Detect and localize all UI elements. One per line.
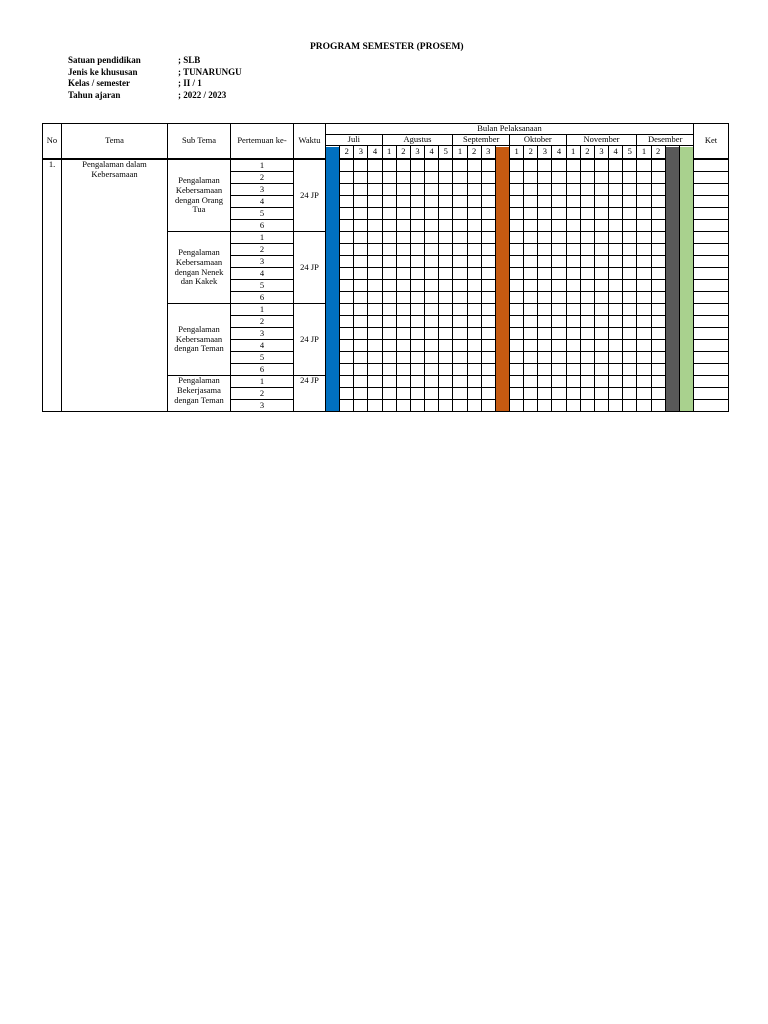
- header-month-oktober: Oktober: [509, 134, 567, 146]
- pertemuan-cell: 3: [230, 183, 294, 196]
- schedule-cell: [608, 399, 623, 412]
- header-tema: Tema: [61, 123, 168, 159]
- pertemuan-cell: 5: [230, 351, 294, 364]
- pertemuan-cell: 5: [230, 207, 294, 220]
- header-month-desember: Desember: [636, 134, 694, 146]
- pertemuan-cell: 3: [230, 327, 294, 340]
- schedule-cell: [481, 399, 496, 412]
- header-pertemuan: Pertemuan ke-: [230, 123, 294, 159]
- schedule-cell: [438, 399, 453, 412]
- pertemuan-cell: 5: [230, 279, 294, 292]
- schedule-cell: [537, 399, 552, 412]
- schedule-cell: [594, 399, 609, 412]
- waktu-cell: 24 JP: [293, 231, 326, 304]
- schedule-cell: [382, 399, 397, 412]
- pertemuan-cell: 2: [230, 243, 294, 256]
- sub-tema-cell: Pengalaman Kebersamaan dengan Orang Tua: [167, 159, 231, 232]
- schedule-cell: [353, 399, 368, 412]
- tema-cell: Pengalaman dalam Kebersamaan: [61, 159, 168, 412]
- ket-cell: [693, 399, 729, 412]
- waktu-cell: 24 JP: [293, 159, 326, 232]
- sub-tema-cell: Pengalaman Kebersamaan dengan Nenek dan Kakek: [167, 231, 231, 304]
- schedule-cell: [367, 399, 382, 412]
- sub-tema-cell: Pengalaman Bekerjasama dengan Teman: [167, 375, 231, 412]
- pertemuan-cell: 1: [230, 375, 294, 388]
- meta-label: Jenis ke khususan: [68, 66, 138, 77]
- pertemuan-cell: 2: [230, 387, 294, 400]
- pertemuan-cell: 2: [230, 315, 294, 328]
- schedule-cell: [580, 399, 595, 412]
- meta-value: ; 2022 / 2023: [178, 89, 227, 100]
- pertemuan-cell: 6: [230, 291, 294, 304]
- schedule-band-dark: [666, 147, 679, 411]
- schedule-cell: [551, 399, 566, 412]
- schedule-cell: [509, 399, 524, 412]
- schedule-cell: [452, 399, 467, 412]
- header-week: 3: [353, 145, 368, 159]
- schedule-cell: [410, 399, 425, 412]
- pertemuan-cell: 1: [230, 303, 294, 316]
- header-week: 2: [339, 145, 354, 159]
- header-week: 4: [551, 145, 566, 159]
- meta-value: ; SLB: [178, 55, 201, 65]
- table-page-1: [0, 0, 768, 420]
- header-week: 4: [608, 145, 623, 159]
- pertemuan-cell: 1: [230, 231, 294, 244]
- header-week: 3: [481, 145, 496, 159]
- header-week: 5: [622, 145, 637, 159]
- sub-tema-cell: Pengalaman Kebersamaan dengan Teman: [167, 303, 231, 376]
- schedule-cell: [636, 399, 651, 412]
- schedule-cell: [467, 399, 482, 412]
- header-week: 3: [594, 145, 609, 159]
- no-cell: 1.: [42, 159, 62, 412]
- header-no: No: [42, 123, 62, 159]
- header-week: 2: [467, 145, 482, 159]
- schedule-cell: [566, 399, 581, 412]
- waktu-cell: 24 JP: [293, 303, 326, 376]
- pertemuan-cell: 2: [230, 171, 294, 184]
- header-week: 3: [410, 145, 425, 159]
- header-waktu: Waktu: [293, 123, 326, 159]
- header-month-september: September: [452, 134, 510, 146]
- meta-label: Tahun ajaran: [68, 89, 121, 100]
- header-month-agustus: Agustus: [382, 134, 454, 146]
- header-week: 2: [580, 145, 595, 159]
- header-week: 2: [396, 145, 411, 159]
- schedule-cell: [651, 399, 666, 412]
- header-week: 1: [509, 145, 524, 159]
- meta-label: Satuan pendidikan: [68, 55, 141, 65]
- header-week: 4: [424, 145, 439, 159]
- page-title: PROGRAM SEMESTER (PROSEM): [310, 42, 464, 52]
- schedule-cell: [396, 399, 411, 412]
- header-month-juli: Juli: [325, 134, 383, 146]
- schedule-band-green: [680, 147, 693, 411]
- schedule-cell: [523, 399, 538, 412]
- header-week: 2: [651, 145, 666, 159]
- schedule-cell: [424, 399, 439, 412]
- header-bulan: Bulan Pelaksanaan: [325, 123, 694, 135]
- header-month-november: November: [566, 134, 638, 146]
- header-week: 3: [537, 145, 552, 159]
- header-week: 1: [452, 145, 467, 159]
- schedule-cell: [622, 399, 637, 412]
- header-week: 1: [382, 145, 397, 159]
- header-week: 1: [636, 145, 651, 159]
- pertemuan-cell: 3: [230, 255, 294, 268]
- pertemuan-cell: 4: [230, 195, 294, 208]
- meta-value: ; II / 1: [178, 78, 202, 88]
- pertemuan-cell: 3: [230, 399, 294, 412]
- meta-value: ; TUNARUNGU: [178, 66, 242, 77]
- pertemuan-cell: 1: [230, 159, 294, 172]
- header-week: 4: [367, 145, 382, 159]
- header-sub-tema: Sub Tema: [167, 123, 231, 159]
- header-ket: Ket: [693, 123, 729, 159]
- schedule-cell: [339, 399, 354, 412]
- pertemuan-cell: 6: [230, 219, 294, 232]
- schedule-band-orange: [496, 147, 509, 411]
- pertemuan-cell: 4: [230, 267, 294, 280]
- header-week: 1: [566, 145, 581, 159]
- header-week: 2: [523, 145, 538, 159]
- pertemuan-cell: 4: [230, 339, 294, 352]
- pertemuan-cell: 6: [230, 363, 294, 376]
- waktu-cell: 24 JP: [293, 375, 326, 412]
- header-week: 5: [438, 145, 453, 159]
- meta-label: Kelas / semester: [68, 78, 130, 88]
- schedule-band-blue: [326, 147, 339, 411]
